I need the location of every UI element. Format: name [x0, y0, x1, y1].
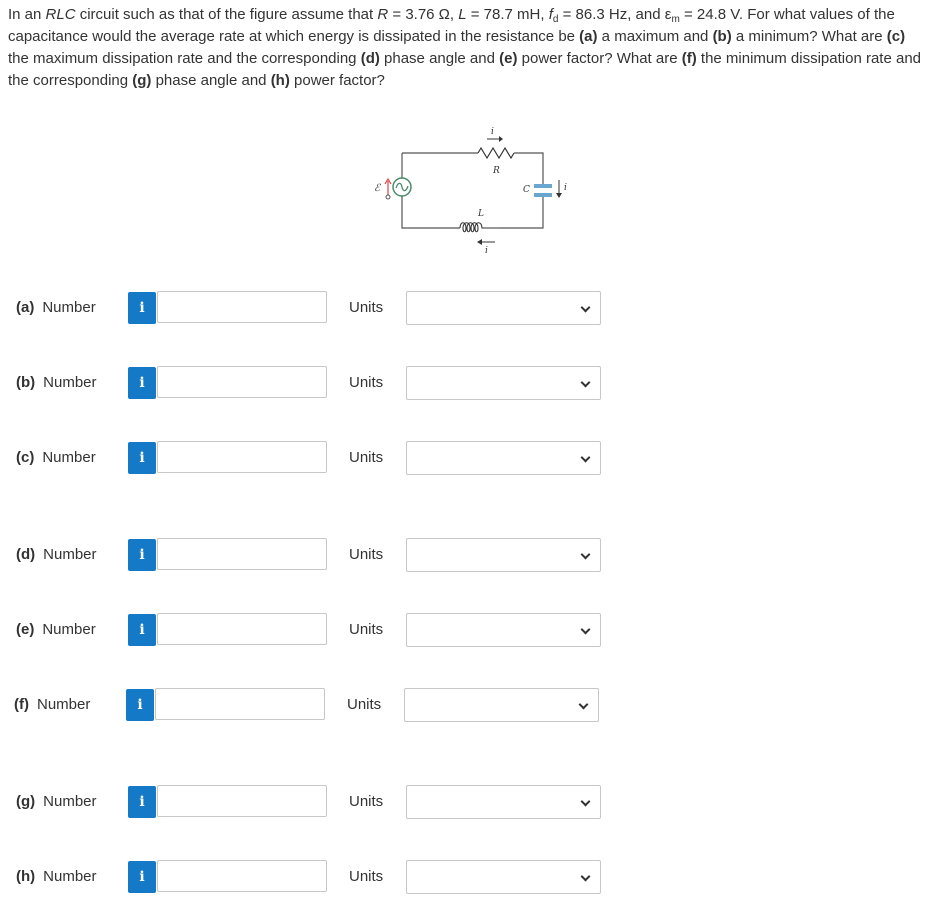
row-label [16, 538, 97, 572]
info-icon[interactable]: i [126, 689, 154, 721]
inductor-symbol [460, 223, 500, 232]
inductor-label: L [478, 209, 484, 219]
answer-row [0, 366, 939, 400]
info-icon[interactable]: i [128, 539, 156, 571]
units-label: Units [347, 696, 382, 713]
units-label: Units [349, 793, 384, 810]
number-label: Number [43, 868, 97, 885]
number-input[interactable] [157, 785, 327, 817]
chevron-down-icon [581, 303, 591, 313]
number-input[interactable] [157, 613, 327, 645]
part-label: (h) [16, 868, 36, 885]
chevron-down-icon [579, 700, 589, 710]
number-label: Number [42, 299, 96, 316]
question-text: In an RLC circuit such as that of the figure assume that R = 3.76 Ω, L = 78.7 mH, $f_d = 86.3$ Hz, and $\varepsilon_m = 24.8$ V. For what values of the capacitance would the average rate at which energy is dissipated in the resistance be (a) a maximum and (b) a minimum? What are (c) the maximum dissipation rate and the corresponding (d) phase angle and (e) power factor? What are (f) the minimum dissipation rate and the corresponding (g) phase angle and (h) power factor? [8, 6, 922, 89]
units-dropdown[interactable] [406, 613, 601, 647]
number-label: Number [42, 621, 96, 638]
part-label: (e) [16, 621, 35, 638]
units-dropdown[interactable] [406, 366, 601, 400]
row-label [16, 441, 96, 475]
units-dropdown[interactable] [404, 688, 599, 722]
number-label: Number [42, 449, 96, 466]
units-dropdown[interactable] [406, 441, 601, 475]
resistor-symbol [478, 148, 514, 158]
number-input[interactable] [157, 366, 327, 398]
capacitor-label: C [523, 185, 530, 195]
part-label: (d) [16, 546, 36, 563]
units-dropdown[interactable] [406, 785, 601, 819]
resistor-label: R [493, 166, 500, 176]
part-label: (b) [16, 374, 36, 391]
current-label-bottom: i [485, 246, 488, 256]
units-label: Units [349, 374, 384, 391]
info-icon[interactable]: i [128, 786, 156, 818]
number-input[interactable] [157, 441, 327, 473]
row-label [16, 785, 97, 819]
number-label: Number [43, 793, 97, 810]
info-icon[interactable]: i [128, 861, 156, 893]
units-label: Units [349, 546, 384, 563]
current-label-right: i [564, 183, 567, 193]
answer-row [0, 785, 939, 819]
units-label: Units [349, 299, 384, 316]
chevron-down-icon [581, 550, 591, 560]
chevron-down-icon [581, 797, 591, 807]
units-label: Units [349, 868, 384, 885]
number-input[interactable] [155, 688, 325, 720]
units-label: Units [349, 621, 384, 638]
units-dropdown[interactable] [406, 860, 601, 894]
current-label-top: i [491, 127, 494, 137]
rlc-circuit-figure [360, 120, 580, 270]
row-label [16, 860, 97, 894]
number-input[interactable] [157, 538, 327, 570]
row-label [14, 688, 90, 722]
info-icon[interactable]: i [128, 367, 156, 399]
chevron-down-icon [581, 453, 591, 463]
answer-row [0, 538, 939, 572]
row-label [16, 366, 97, 400]
row-label [16, 613, 96, 647]
part-label: (a) [16, 299, 35, 316]
part-label: (f) [14, 696, 29, 713]
emf-label: ℰ [374, 183, 381, 194]
answer-row [0, 441, 939, 475]
info-icon[interactable]: i [128, 442, 156, 474]
units-label: Units [349, 449, 384, 466]
chevron-down-icon [581, 625, 591, 635]
row-label [16, 291, 96, 325]
units-dropdown[interactable] [406, 291, 601, 325]
chevron-down-icon [581, 872, 591, 882]
chevron-down-icon [581, 378, 591, 388]
number-label: Number [37, 696, 91, 713]
answer-row [0, 613, 939, 647]
number-input[interactable] [157, 860, 327, 892]
part-label: (c) [16, 449, 35, 466]
units-dropdown[interactable] [406, 538, 601, 572]
answer-row [0, 860, 939, 894]
number-label: Number [43, 374, 97, 391]
info-icon[interactable]: i [128, 614, 156, 646]
info-icon[interactable]: i [128, 292, 156, 324]
answer-row [0, 291, 939, 325]
part-label: (g) [16, 793, 36, 810]
number-label: Number [43, 546, 97, 563]
answer-row [0, 688, 939, 722]
capacitor-symbol [534, 184, 552, 188]
number-input[interactable] [157, 291, 327, 323]
